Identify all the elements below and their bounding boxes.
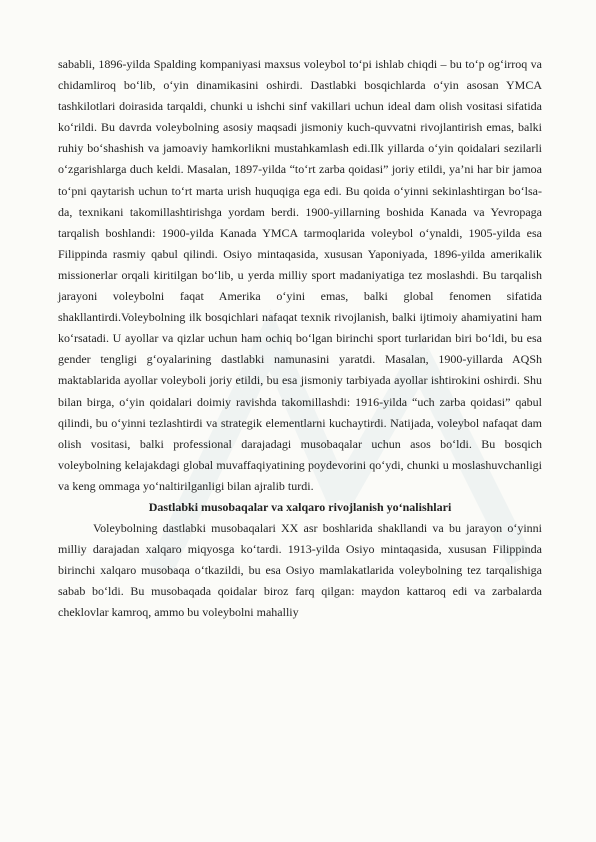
- body-paragraph: sababli, 1896-yilda Spalding kompaniyasi maxsus voleybol to‘pi ishlab chiqdi – bu to‘p og‘irroq va chidamliroq bo‘lib, o‘yin dinamikasini oshirdi. Dastlabki bosqichlarda o‘yin asosan YMCA tashkilotlari doirasida tarqaldi, chunki u ishchi sinf vakillari uchun ideal dam olish vositasi sifatida ko‘rildi. Bu davrda voleybolning asosiy maqsadi jismoniy kuch-quvvatni rivojlantirish emas, balki ruhiy bo‘shashish va jamoaviy hamkorlikni mustahkamlash edi.Ilk yillarda o‘yin qoidalari sezilarli o‘zgarishlarga duch keldi. Masalan, 1897-yilda “to‘rt zarba qoidasi” joriy etildi, ya’ni har bir jamoa to‘pni qaytarish uchun to‘rt marta urish huquqiga ega edi. Bu qoida o‘yinni sekinlashtirgan bo‘lsa-da, texnikani takomillashtirishga yordam berdi. 1900-yillarning boshida Kanada va Yevropaga tarqalish boshlandi: 1900-yilda Kanada YMCA tarmoqlarida voleybol o‘ynaldi, 1905-yilda esa Filippinda rasmiy qabul qilindi. Osiyo mintaqasida, xususan Yaponiyada, 1896-yilda amerikalik missionerlar orqali kiritilgan bo‘lib, u yerda milliy sport madaniyatiga tez moslashdi. Bu tarqalish jarayoni voleybolni faqat Amerika o‘yini emas, balki global fenomen sifatida shakllantirdi.Voleybolning ilk bosqichlari nafaqat texnik rivojlanish, balki ijtimoiy ahamiyatini ham ko‘rsatadi. U ayollar va qizlar uchun ham ochiq bo‘lgan birinchi sport turlaridan biri bo‘ldi, bu esa gender tengligi g‘oyalarining dastlabki namunasini yaratdi. Masalan, 1900-yillarda AQSh maktablarida ayollar voleyboli joriy etildi, bu esa jismoniy tarbiyada ayollar ishtirokini oshirdi. Shu bilan birga, o‘yin qoidalari doimiy ravishda takomillashdi: 1916-yilda “uch zarba qoidasi” qabul qilindi, bu o‘yinni tezlashtirdi va strategik elementlarni kuchaytirdi. Natijada, voleybol nafaqat dam olish vositasi, balki professional darajadagi musobaqalar uchun asos bo‘ldi. Bu bosqich voleybolning kelajakdagi global muvaffaqiyatining poydevorini qo‘ydi, chunki u moslashuvchanligi va keng ommaga yo‘naltirilganligi bilan ajralib turdi.: [58, 57, 542, 493]
- body-paragraph: Voleybolning dastlabki musobaqalari XX asr boshlarida shakllandi va bu jarayon o‘yinni milliy darajadan xalqaro miqyosga ko‘tardi. 1913-yilda Osiyo mintaqasida, xususan Filippinda birinchi xalqaro musobaqa o‘tkazildi, bu esa Osiyo mamlakatlarida voleybolning tez tarqalishiga sabab bo‘ldi. Bu musobaqada qoidalar biroz farq qilgan: maydon kattaroq edi va zarbalarda cheklovlar kamroq, ammo bu voleybolni mahalliy: [58, 521, 542, 620]
- section-heading: Dastlabki musobaqalar va xalqaro rivojlanish yo‘nalishlari: [148, 499, 452, 514]
- document-page: [58, 54, 542, 624]
